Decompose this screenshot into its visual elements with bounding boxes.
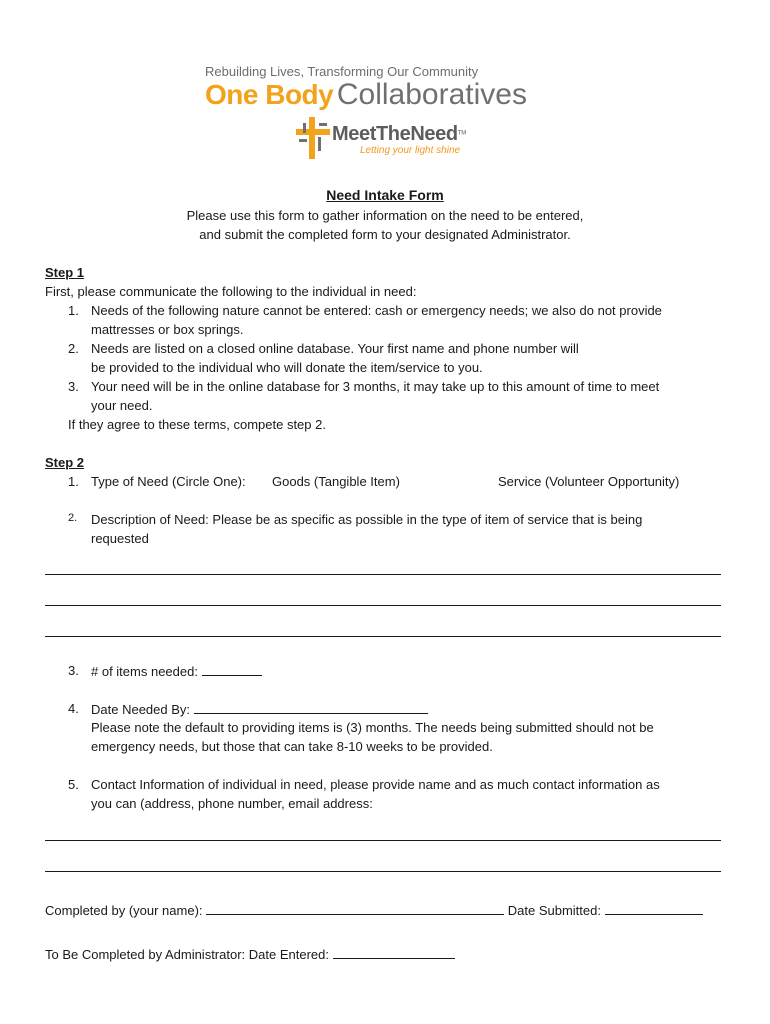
contact-line-2[interactable]: [45, 871, 721, 872]
description-line-2[interactable]: [45, 605, 721, 606]
step1-closing: If they agree to these terms, compete step 2.: [68, 417, 326, 432]
completed-by-row: [45, 902, 703, 918]
admin-date-field[interactable]: [333, 946, 455, 959]
contact-label-line2: you can (address, phone number, email address:: [91, 796, 373, 811]
step2-item-2-num: 2.: [68, 512, 78, 524]
step1-item-2-num: 2.: [68, 341, 79, 356]
step2-item-3-num: 3.: [68, 663, 79, 678]
cross-logo-icon: [293, 115, 333, 161]
date-needed-field[interactable]: [194, 701, 428, 714]
description-line-3[interactable]: [45, 636, 721, 637]
step2-item-4-num: 4.: [68, 701, 79, 716]
admin-row: [45, 946, 455, 962]
contact-line-1[interactable]: [45, 840, 721, 841]
admin-date-label: To Be Completed by Administrator: Date Entered:: [45, 947, 329, 962]
step2-item-1-num: 1.: [68, 474, 79, 489]
completed-by-field[interactable]: [206, 902, 504, 915]
option-service[interactable]: Service (Volunteer Opportunity): [498, 474, 680, 489]
items-needed-row: [91, 663, 262, 679]
sub-brand-tagline: Letting your light shine: [360, 145, 461, 156]
description-line-1[interactable]: [45, 574, 721, 575]
step2-heading: Step 2: [45, 455, 85, 470]
items-needed-field[interactable]: [202, 663, 262, 676]
sub-brand: [332, 123, 466, 146]
intro-line-1: Please use this form to gather information on the need to be entered,: [186, 208, 584, 223]
step1-item-3-num: 3.: [68, 379, 79, 394]
date-needed-label: Date Needed By:: [91, 702, 191, 717]
date-note-line2: emergency needs, but those that can take 8-10 weeks to be provided.: [91, 739, 493, 754]
form-title: Need Intake Form: [326, 187, 444, 203]
step1-item-1-line2: mattresses or box springs.: [91, 322, 244, 337]
step1-item-1-line1: Needs of the following nature cannot be entered: cash or emergency needs; we also do not provide: [91, 303, 662, 318]
date-needed-row: [91, 701, 428, 717]
brand-secondary: Collaboratives: [336, 78, 527, 111]
step1-intro: First, please communicate the following to the individual in need:: [45, 284, 417, 299]
step1-item-2-line2: be provided to the individual who will donate the item/service to you.: [91, 360, 483, 375]
description-label-line2: requested: [91, 531, 149, 546]
brand-primary: One Body: [205, 79, 334, 110]
contact-label-line1: Contact Information of individual in need, please provide name and as much contact information as: [91, 777, 660, 792]
sub-brand-name: MeetTheNeed: [332, 123, 458, 145]
org-logo: [205, 78, 527, 112]
type-of-need-label: Type of Need (Circle One):: [91, 474, 246, 489]
step1-item-3-line2: your need.: [91, 398, 153, 413]
date-submitted-label: Date Submitted:: [507, 903, 601, 918]
step2-item-5-num: 5.: [68, 777, 79, 792]
date-submitted-field[interactable]: [605, 902, 703, 915]
step1-item-1-num: 1.: [68, 303, 79, 318]
completed-by-label: Completed by (your name):: [45, 903, 203, 918]
date-note-line1: Please note the default to providing items is (3) months. The needs being submitted should not be: [91, 720, 654, 735]
step1-heading: Step 1: [45, 265, 85, 280]
intro-line-2: and submit the completed form to your designated Administrator.: [199, 227, 571, 242]
step1-item-3-line1: Your need will be in the online database for 3 months, it may take up to this amount of time to meet: [91, 379, 660, 394]
option-goods[interactable]: Goods (Tangible Item): [272, 474, 400, 489]
description-label-line1: Description of Need: Please be as specific as possible in the type of item of service that is being: [91, 512, 643, 527]
trademark: TM: [457, 130, 467, 137]
step1-item-2-line1: Needs are listed on a closed online database. Your first name and phone number will: [91, 341, 579, 356]
items-needed-label: # of items needed:: [91, 664, 198, 679]
org-tagline: Rebuilding Lives, Transforming Our Community: [205, 64, 479, 79]
